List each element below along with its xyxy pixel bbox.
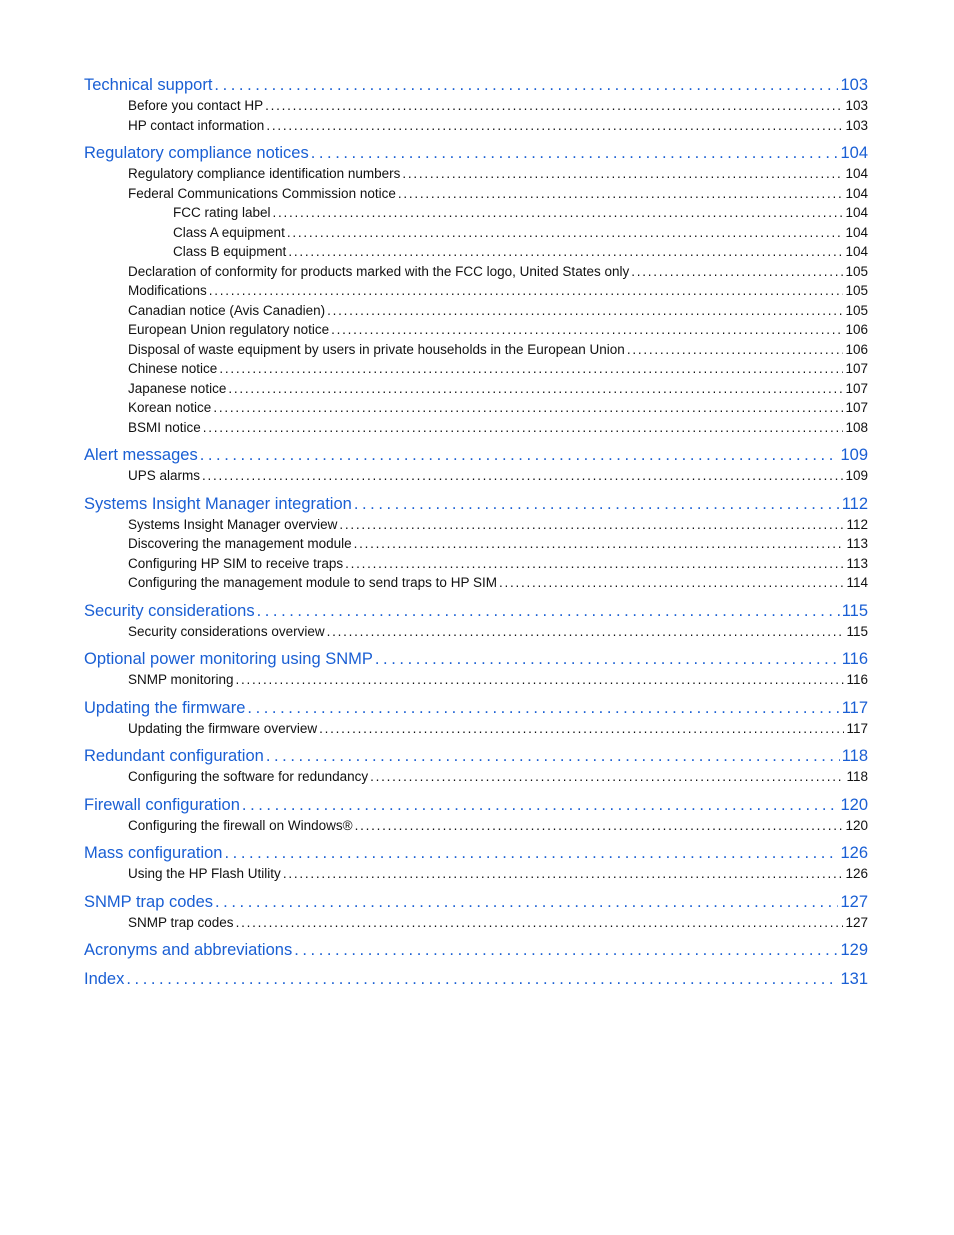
toc-section-link[interactable] xyxy=(84,418,868,438)
toc-page-number: 103 xyxy=(845,98,868,113)
toc-section-link[interactable] xyxy=(84,203,868,223)
toc-section-link[interactable] xyxy=(84,719,868,739)
toc-entry-title: Before you contact HP xyxy=(128,98,264,113)
toc-entry-title: Class B equipment xyxy=(173,244,287,259)
toc-page-number: 127 xyxy=(845,914,868,930)
toc-section-link[interactable] xyxy=(84,301,868,321)
toc-page-number: 120 xyxy=(840,795,868,814)
toc-chapter-link[interactable] xyxy=(84,794,868,816)
toc-page-number: 104 xyxy=(845,166,868,181)
toc-entry-title: Updating the firmware xyxy=(84,698,246,717)
toc-entry-title: Chinese notice xyxy=(128,361,218,376)
dot-leader xyxy=(225,842,839,864)
toc-entry-title: Optional power monitoring using SNMP xyxy=(84,650,373,668)
toc-entry-title: Class A equipment xyxy=(173,224,285,240)
toc-chapter-link[interactable] xyxy=(84,74,868,96)
toc-entry-title: Updating the firmware overview xyxy=(128,720,318,736)
dot-leader xyxy=(370,767,844,787)
toc-page-number: 112 xyxy=(846,516,868,532)
toc-entry-title: Security considerations overview xyxy=(128,623,325,639)
toc-page-number: 103 xyxy=(845,117,868,133)
toc-page-number: 106 xyxy=(845,341,868,357)
dot-leader xyxy=(398,184,844,204)
dot-leader xyxy=(242,794,839,816)
toc-entry-title: SNMP trap codes xyxy=(84,892,214,911)
toc-page-number: 114 xyxy=(846,575,868,590)
toc-entry-title: Regulatory compliance identification numbers xyxy=(128,166,401,181)
toc-entry-title: European Union regulatory notice xyxy=(128,322,330,337)
toc-entry-title: Configuring the management module to send traps to HP SIM xyxy=(128,575,497,590)
toc-section-link[interactable] xyxy=(84,164,868,184)
dot-leader xyxy=(236,913,844,933)
toc-section-link[interactable] xyxy=(84,398,868,418)
toc-section-link[interactable] xyxy=(84,534,868,554)
dot-leader xyxy=(203,418,844,438)
toc-page-number: 129 xyxy=(840,941,868,959)
toc-entry-title: Japanese notice xyxy=(128,380,227,396)
toc-chapter-link[interactable] xyxy=(84,745,868,767)
toc-page-number: 106 xyxy=(845,322,868,337)
toc-page-number: 105 xyxy=(845,283,868,298)
toc-section-link[interactable] xyxy=(84,340,868,360)
toc-entry-title: Modifications xyxy=(128,283,207,298)
toc-section-link[interactable] xyxy=(84,320,868,340)
dot-leader xyxy=(200,444,839,466)
dot-leader xyxy=(311,142,839,164)
dot-leader xyxy=(283,864,844,884)
dot-leader xyxy=(627,340,844,360)
toc-page-number: 104 xyxy=(845,185,868,201)
toc-page-number: 126 xyxy=(840,844,868,862)
toc-entry-title: SNMP monitoring xyxy=(128,672,234,687)
toc-page-number: 107 xyxy=(845,361,868,376)
toc-entry-title: Korean notice xyxy=(128,400,212,415)
dot-leader xyxy=(266,745,840,767)
dot-leader xyxy=(355,816,844,836)
toc-chapter-link[interactable] xyxy=(84,939,868,961)
toc-entry-title: Alert messages xyxy=(84,446,198,464)
toc-entry-title: Canadian notice (Avis Canadien) xyxy=(128,302,326,318)
toc-page-number: 117 xyxy=(846,720,868,736)
toc-entry-title: Acronyms and abbreviations xyxy=(84,941,293,959)
toc-page-number: 104 xyxy=(845,224,868,240)
toc-chapter-link[interactable] xyxy=(84,891,868,913)
toc-chapter-link[interactable] xyxy=(84,842,868,864)
toc-page-number: 115 xyxy=(846,623,868,639)
toc-chapter-link[interactable] xyxy=(84,600,868,622)
toc-page-number: 118 xyxy=(846,769,868,784)
toc-section-link[interactable] xyxy=(84,466,868,486)
dot-leader xyxy=(202,466,843,486)
toc-page-number: 120 xyxy=(845,817,868,833)
toc-chapter-link[interactable] xyxy=(84,142,868,164)
toc-section-link[interactable] xyxy=(84,816,868,836)
toc-page-number: 105 xyxy=(845,302,868,318)
toc-chapter-link[interactable] xyxy=(84,648,868,670)
toc-section-link[interactable] xyxy=(84,670,868,690)
dot-leader xyxy=(319,719,844,739)
toc-page-number: 112 xyxy=(841,494,868,513)
toc-entry-title: HP contact information xyxy=(128,117,265,133)
dot-leader xyxy=(266,116,843,136)
toc-entry-title: Mass configuration xyxy=(84,844,223,862)
toc-entry-title: UPS alarms xyxy=(128,468,201,483)
toc-section-link[interactable] xyxy=(84,223,868,243)
dot-leader xyxy=(327,622,845,642)
toc-section-link[interactable] xyxy=(84,767,868,787)
toc-page-number: 115 xyxy=(841,601,868,620)
toc-section-link[interactable] xyxy=(84,359,868,379)
toc-page-number: 105 xyxy=(845,263,868,279)
dot-leader xyxy=(345,554,844,574)
toc-page-number: 104 xyxy=(840,144,868,162)
toc-entry-title: FCC rating label xyxy=(173,205,271,220)
toc-page-number: 109 xyxy=(840,446,868,464)
table-of-contents xyxy=(84,74,868,990)
toc-entry-title: Security considerations xyxy=(84,601,255,620)
dot-leader xyxy=(287,223,844,243)
toc-section-link[interactable] xyxy=(84,913,868,933)
toc-page-number: 117 xyxy=(841,698,868,717)
dot-leader xyxy=(219,359,843,379)
toc-chapter-link[interactable] xyxy=(84,968,868,990)
toc-entry-title: Using the HP Flash Utility xyxy=(128,866,281,881)
dot-leader xyxy=(631,262,843,282)
toc-entry-title: Configuring the software for redundancy xyxy=(128,769,369,784)
dot-leader xyxy=(499,573,845,593)
toc-entry-title: Configuring the firewall on Windows® xyxy=(128,817,353,833)
toc-entry-title: Systems Insight Manager integration xyxy=(84,494,352,513)
toc-section-link[interactable] xyxy=(84,96,868,116)
toc-section-link[interactable] xyxy=(84,379,868,399)
toc-section-link[interactable] xyxy=(84,116,868,136)
toc-section-link[interactable] xyxy=(84,281,868,301)
toc-chapter-link[interactable] xyxy=(84,697,868,719)
dot-leader xyxy=(247,697,839,719)
toc-page-number: 113 xyxy=(846,536,868,551)
toc-chapter-link[interactable] xyxy=(84,493,868,515)
toc-section-link[interactable] xyxy=(84,184,868,204)
dot-leader xyxy=(265,96,843,116)
toc-page-number: 109 xyxy=(845,468,868,483)
toc-entry-title: Declaration of conformity for products marked with the FCC logo, United States only xyxy=(128,263,630,279)
dot-leader xyxy=(228,379,843,399)
toc-section-link[interactable] xyxy=(84,515,868,535)
toc-entry-title: Disposal of waste equipment by users in private households in the European Union xyxy=(128,341,625,357)
dot-leader xyxy=(354,534,845,554)
toc-page-number: 116 xyxy=(846,672,868,687)
dot-leader xyxy=(214,74,838,96)
toc-section-link[interactable] xyxy=(84,622,868,642)
dot-leader xyxy=(209,281,844,301)
dot-leader xyxy=(327,301,843,321)
toc-section-link[interactable] xyxy=(84,554,868,574)
toc-page-number: 104 xyxy=(845,205,868,220)
toc-page-number: 103 xyxy=(840,76,868,94)
toc-entry-title: Configuring HP SIM to receive traps xyxy=(128,555,344,571)
dot-leader xyxy=(294,939,838,961)
toc-entry-title: Technical support xyxy=(84,76,213,94)
dot-leader xyxy=(257,600,840,622)
dot-leader xyxy=(273,203,844,223)
toc-entry-title: Redundant configuration xyxy=(84,747,264,765)
toc-page-number: 108 xyxy=(845,419,868,435)
dot-leader xyxy=(288,242,843,262)
toc-entry-title: Firewall configuration xyxy=(84,795,240,814)
dot-leader xyxy=(236,670,845,690)
dot-leader xyxy=(215,891,838,913)
toc-section-link[interactable] xyxy=(84,573,868,593)
toc-entry-title: Regulatory compliance notices xyxy=(84,144,309,162)
toc-page-number: 113 xyxy=(846,555,868,571)
toc-entry-title: BSMI notice xyxy=(128,419,201,435)
dot-leader xyxy=(339,515,844,535)
toc-section-link[interactable] xyxy=(84,242,868,262)
toc-section-link[interactable] xyxy=(84,262,868,282)
dot-leader xyxy=(375,648,840,670)
toc-entry-title: Systems Insight Manager overview xyxy=(128,516,338,532)
toc-chapter-link[interactable] xyxy=(84,444,868,466)
toc-page-number: 107 xyxy=(845,380,868,396)
toc-entry-title: Discovering the management module xyxy=(128,536,352,551)
toc-page-number: 127 xyxy=(840,892,868,911)
dot-leader xyxy=(126,968,838,990)
toc-entry-title: Index xyxy=(84,970,125,988)
toc-section-link[interactable] xyxy=(84,864,868,884)
toc-page-number: 116 xyxy=(841,650,868,668)
toc-page-number: 107 xyxy=(845,400,868,415)
dot-leader xyxy=(213,398,843,418)
toc-entry-title: Federal Communications Commission notice xyxy=(128,185,396,201)
toc-entry-title: SNMP trap codes xyxy=(128,914,234,930)
dot-leader xyxy=(354,493,840,515)
toc-page-number: 104 xyxy=(845,244,868,259)
dot-leader xyxy=(331,320,843,340)
dot-leader xyxy=(402,164,843,184)
toc-page-number: 131 xyxy=(840,970,868,988)
toc-page-number: 118 xyxy=(841,747,868,765)
toc-page-number: 126 xyxy=(845,866,868,881)
